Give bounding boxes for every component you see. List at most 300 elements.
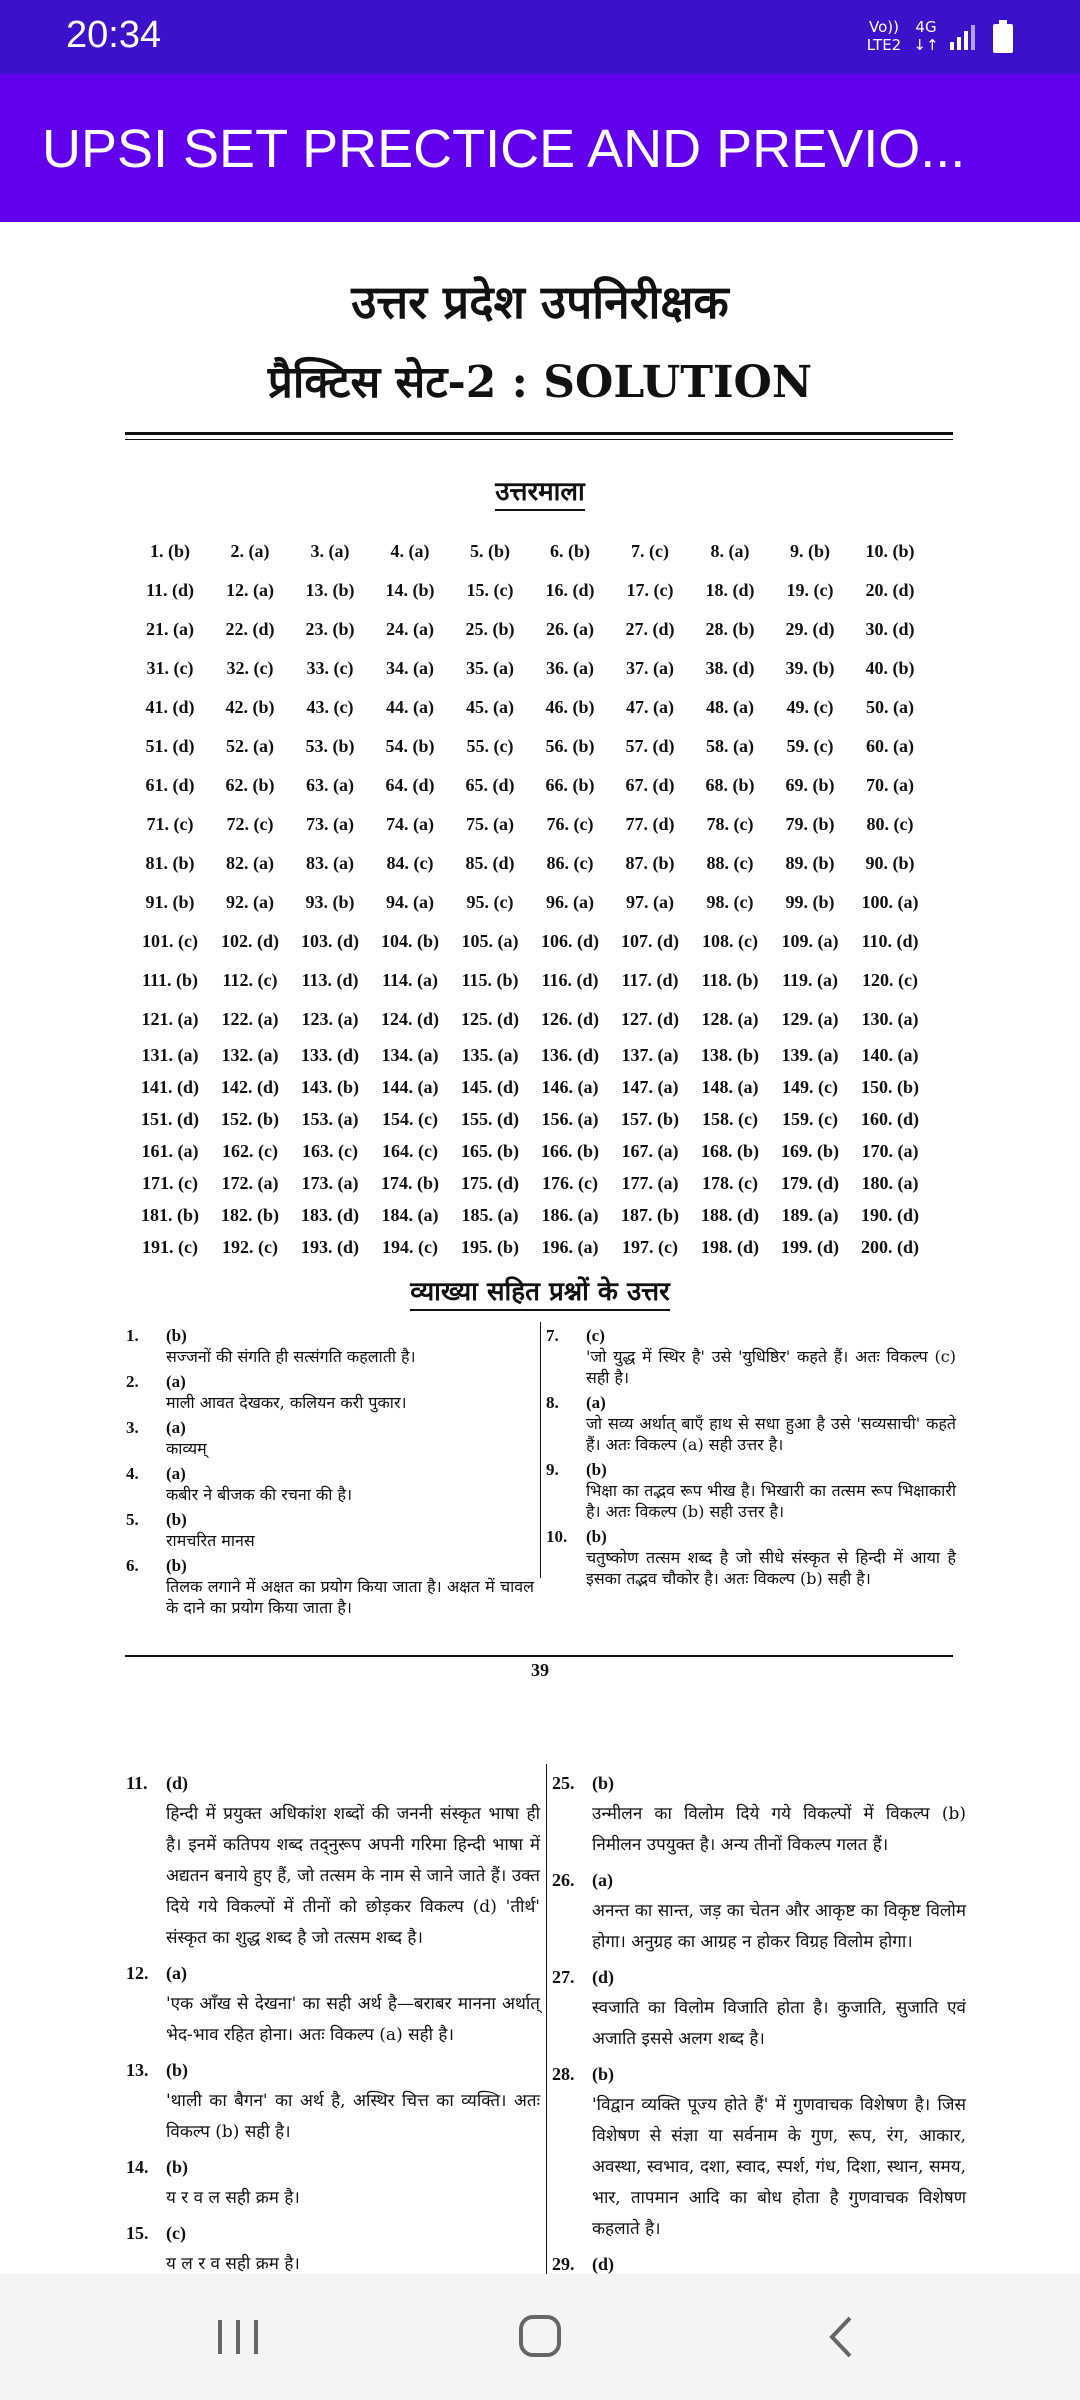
answer-cell: 191. (c) — [142, 1236, 198, 1257]
answer-cell: 20. (d) — [865, 580, 915, 600]
answer-cell: 73. (a) — [306, 814, 354, 834]
answer-cell: 53. (b) — [305, 736, 355, 756]
answer-cell: 179. (d) — [781, 1172, 839, 1193]
explanation-item — [126, 2152, 540, 2214]
answer-cell: 67. (d) — [625, 775, 675, 795]
answer-cell: 106. (d) — [541, 931, 599, 951]
answer-cell: 187. (b) — [621, 1204, 679, 1225]
answer-cell: 178. (c) — [702, 1172, 758, 1193]
answer-cell: 89. (b) — [785, 853, 835, 873]
explanation-text: 'एक आँख से देखना' का सही अर्थ है—बराबर मानना अर्थात् भेद-भाव रहित होना। अतः विकल्प (a) सही है। — [166, 1994, 540, 2045]
answer-cell: 33. (c) — [306, 658, 354, 678]
answer-cell: 94. (a) — [386, 892, 434, 912]
heading-divider — [125, 432, 953, 435]
answer-cell: 170. (a) — [861, 1140, 919, 1161]
question-answer: (c) — [166, 2223, 186, 2243]
question-answer: (b) — [166, 1556, 187, 1575]
answer-cell: 2. (a) — [230, 541, 270, 561]
answer-cell: 13. (b) — [305, 580, 355, 600]
explanation-text: हिन्दी में प्रयुक्त अधिकांश शब्दों की जननी संस्कृत भाषा ही है। इनमें कतिपय शब्द तद्नुरूप अपनी गरिमा हिन्दी भाषा में अद्यतन बनाये हुए हैं, जो तत्सम के नाम से जाने जाते हैं। उक्त दिये गये विकल्पों में तीनों को छोड़कर विकल्प (d) 'तीर्थ' संस्कृत का शुद्ध शब्द है जो तत्सम शब्द है। — [166, 1804, 540, 1948]
answer-cell: 198. (d) — [701, 1236, 759, 1257]
answer-cell: 75. (a) — [466, 814, 514, 834]
explanation-item — [546, 1459, 956, 1522]
answer-cell: 25. (b) — [465, 619, 515, 639]
answer-cell: 37. (a) — [626, 658, 674, 678]
explanation-item — [126, 1325, 534, 1367]
answer-cell: 118. (b) — [701, 970, 759, 990]
answer-cell: 79. (b) — [785, 814, 835, 834]
answer-cell: 15. (c) — [466, 580, 514, 600]
question-answer: (c) — [586, 1326, 605, 1345]
answer-cell: 136. (d) — [541, 1044, 599, 1065]
answer-cell: 39. (b) — [785, 658, 835, 678]
column-divider-2 — [546, 1764, 547, 2284]
back-icon[interactable] — [812, 2312, 872, 2362]
answer-cell: 153. (a) — [301, 1108, 359, 1129]
column-divider — [540, 1322, 541, 1578]
explanations-right-column-2 — [552, 1768, 966, 2284]
answer-cell: 77. (d) — [625, 814, 675, 834]
answer-cell: 91. (b) — [145, 892, 195, 912]
answer-cell: 156. (a) — [541, 1108, 599, 1129]
footer-divider — [125, 1655, 953, 1657]
explanation-text: 'विद्वान व्यक्ति पूज्य होते हैं' में गुणवाचक विशेषण है। जिस विशेषण से संज्ञा या सर्वनाम के गुण, रूप, रंग, आकार, अवस्था, स्वभाव, दशा, स्वाद, स्पर्श, गंध, दिशा, स्थान, समय, भार, तापमान आदि का बोध होता है गुणवाचक विशेषण कहलाते है। — [592, 2095, 966, 2239]
answer-cell: 88. (c) — [706, 853, 754, 873]
question-number: 8. — [546, 1393, 559, 1412]
explanations-left-column — [126, 1325, 534, 1622]
answer-cell: 18. (d) — [705, 580, 755, 600]
answer-cell: 22. (d) — [225, 619, 275, 639]
answer-cell: 176. (c) — [542, 1172, 598, 1193]
answer-cell: 96. (a) — [546, 892, 594, 912]
answer-cell: 64. (d) — [385, 775, 435, 795]
answer-cell: 21. (a) — [146, 619, 194, 639]
answer-cell: 49. (c) — [786, 697, 834, 717]
answer-cell: 189. (a) — [781, 1204, 839, 1225]
question-number: 11. — [126, 1773, 148, 1793]
explanation-item — [126, 1509, 534, 1551]
explanation-item — [126, 1417, 534, 1459]
explanation-text: माली आवत देखकर, कलियन करी पुकार। — [166, 1393, 407, 1412]
answer-cell: 101. (c) — [142, 931, 198, 951]
answer-cell: 145. (d) — [461, 1076, 519, 1097]
answer-cell: 159. (c) — [782, 1108, 838, 1129]
answer-cell: 56. (b) — [545, 736, 595, 756]
answer-cell: 132. (a) — [221, 1044, 279, 1065]
answer-row — [130, 805, 930, 844]
answer-row — [130, 1167, 930, 1199]
answer-cell: 128. (a) — [701, 1009, 759, 1029]
answer-row — [130, 961, 930, 1000]
answer-cell: 123. (a) — [301, 1009, 359, 1029]
answer-cell: 66. (b) — [545, 775, 595, 795]
answer-cell: 183. (d) — [301, 1204, 359, 1225]
question-answer: (b) — [592, 1773, 614, 1793]
document-page-40[interactable] — [0, 1722, 1080, 2274]
answer-cell: 186. (a) — [541, 1204, 599, 1225]
question-number: 7. — [546, 1326, 559, 1345]
answer-cell: 122. (a) — [221, 1009, 279, 1029]
answer-cell: 105. (a) — [461, 931, 519, 951]
explanation-item — [126, 1958, 540, 2051]
question-number: 29. — [552, 2254, 575, 2274]
answer-cell: 45. (a) — [466, 697, 514, 717]
answer-cell: 81. (b) — [145, 853, 195, 873]
question-number: 25. — [552, 1773, 575, 1793]
explanation-text: रामचरित मानस — [166, 1531, 255, 1550]
explanation-item — [546, 1392, 956, 1455]
answer-cell: 30. (d) — [865, 619, 915, 639]
answer-cell: 115. (b) — [461, 970, 519, 990]
question-answer: (a) — [592, 1870, 613, 1890]
answer-cell: 193. (d) — [301, 1236, 359, 1257]
question-number: 15. — [126, 2223, 149, 2243]
answer-cell: 150. (b) — [861, 1076, 919, 1097]
question-answer: (d) — [592, 1967, 614, 1987]
answer-cell: 171. (c) — [142, 1172, 198, 1193]
answer-row — [130, 688, 930, 727]
question-number: 10. — [546, 1527, 568, 1546]
answer-cell: 3. (a) — [310, 541, 350, 561]
explanation-text: सज्जनों की संगति ही सत्संगति कहलाती है। — [166, 1347, 416, 1366]
answer-cell: 169. (b) — [781, 1140, 839, 1161]
question-answer: (b) — [166, 1510, 187, 1529]
answer-row — [130, 727, 930, 766]
question-answer: (b) — [166, 2060, 188, 2080]
answer-cell: 97. (a) — [626, 892, 674, 912]
answer-cell: 90. (b) — [865, 853, 915, 873]
recents-icon[interactable] — [208, 2312, 268, 2362]
question-number: 1. — [126, 1326, 139, 1345]
answer-cell: 144. (a) — [381, 1076, 439, 1097]
answer-cell: 135. (a) — [461, 1044, 519, 1065]
answer-cell: 41. (d) — [145, 697, 195, 717]
explanation-text: तिलक लगाने में अक्षत का प्रयोग किया जाता है। अक्षत में चावल के दाने का प्रयोग किया जाता है। — [166, 1577, 534, 1617]
explanation-item — [546, 1526, 956, 1589]
answer-cell: 65. (d) — [465, 775, 515, 795]
answer-key-title-text: उत्तरमाला — [495, 477, 585, 511]
answer-cell: 119. (a) — [782, 970, 838, 990]
navigation-bar — [0, 2274, 1080, 2400]
answer-row — [130, 649, 930, 688]
app-bar — [0, 74, 1080, 222]
answer-cell: 71. (c) — [146, 814, 194, 834]
answer-cell: 19. (c) — [786, 580, 834, 600]
document-subheading: प्रैक्टिस सेट-2 : SOLUTION — [267, 357, 813, 408]
answer-cell: 139. (a) — [781, 1044, 839, 1065]
answer-cell: 200. (d) — [861, 1236, 919, 1257]
answer-cell: 148. (a) — [701, 1076, 759, 1097]
answer-cell: 98. (c) — [706, 892, 754, 912]
question-answer: (b) — [586, 1527, 607, 1546]
answer-cell: 102. (d) — [221, 931, 279, 951]
answer-cell: 57. (d) — [625, 736, 675, 756]
answer-cell: 137. (a) — [621, 1044, 679, 1065]
answer-cell: 87. (b) — [625, 853, 675, 873]
question-number: 3. — [126, 1418, 139, 1437]
answer-cell: 24. (a) — [386, 619, 434, 639]
question-answer: (d) — [592, 2254, 614, 2274]
answer-cell: 166. (b) — [541, 1140, 599, 1161]
answer-cell: 14. (b) — [385, 580, 435, 600]
answer-cell: 146. (a) — [541, 1076, 599, 1097]
answer-cell: 80. (c) — [866, 814, 914, 834]
answer-cell: 100. (a) — [861, 892, 919, 912]
answer-cell: 182. (b) — [221, 1204, 279, 1225]
home-icon[interactable] — [510, 2312, 570, 2362]
answer-cell: 111. (b) — [141, 970, 198, 990]
explanation-text: य र व ल सही क्रम है। — [166, 2188, 300, 2208]
answer-cell: 131. (a) — [141, 1044, 199, 1065]
answer-cell: 11. (d) — [145, 580, 194, 600]
answer-cell: 174. (b) — [381, 1172, 439, 1193]
answer-cell: 8. (a) — [710, 541, 750, 561]
answer-cell: 147. (a) — [621, 1076, 679, 1097]
question-answer: (a) — [586, 1393, 606, 1412]
question-answer: (b) — [586, 1460, 607, 1479]
answer-cell: 109. (a) — [781, 931, 839, 951]
status-bar — [0, 0, 1080, 74]
answer-cell: 192. (c) — [222, 1236, 278, 1257]
explanation-item — [552, 1962, 966, 2055]
question-number: 9. — [546, 1460, 559, 1479]
answer-cell: 61. (d) — [145, 775, 195, 795]
network-voice-label: Vo)) — [869, 18, 899, 36]
answer-cell: 54. (b) — [385, 736, 435, 756]
answer-cell: 133. (d) — [301, 1044, 359, 1065]
answer-cell: 142. (d) — [221, 1076, 279, 1097]
answer-row — [130, 1231, 930, 1263]
answer-row — [130, 1135, 930, 1167]
answer-cell: 68. (b) — [705, 775, 755, 795]
page-number: 39 — [531, 1660, 549, 1680]
answer-cell: 121. (a) — [141, 1009, 199, 1029]
answer-cell: 7. (c) — [631, 541, 669, 561]
answer-cell: 28. (b) — [705, 619, 755, 639]
document-page-39[interactable] — [0, 222, 1080, 1702]
answer-cell: 4. (a) — [390, 541, 430, 561]
answer-key-table — [130, 532, 930, 1263]
network-4g-indicator — [908, 18, 944, 54]
answer-cell: 124. (d) — [381, 1009, 439, 1029]
answer-cell: 120. (c) — [862, 970, 918, 990]
answer-cell: 154. (c) — [382, 1108, 438, 1129]
answer-cell: 55. (c) — [466, 736, 514, 756]
answer-cell: 78. (c) — [706, 814, 754, 834]
answer-cell: 196. (a) — [541, 1236, 599, 1257]
answer-cell: 114. (a) — [382, 970, 438, 990]
answer-cell: 84. (c) — [386, 853, 434, 873]
answer-row — [130, 1071, 930, 1103]
answer-cell: 130. (a) — [861, 1009, 919, 1029]
answer-cell: 23. (b) — [305, 619, 355, 639]
explanation-item — [126, 2055, 540, 2148]
question-number: 27. — [552, 1967, 575, 1987]
explanation-text: 'जो युद्ध में स्थिर है' उसे 'युधिष्ठिर' कहते हैं। अतः विकल्प (c) सही है। — [586, 1347, 956, 1387]
question-number: 4. — [126, 1464, 139, 1483]
explanation-item — [126, 2218, 540, 2280]
answer-cell: 149. (c) — [782, 1076, 838, 1097]
answer-cell: 92. (a) — [226, 892, 274, 912]
answer-cell: 143. (b) — [301, 1076, 359, 1097]
answer-cell: 93. (b) — [305, 892, 355, 912]
explanation-text: भिक्षा का तद्भव रूप भीख है। भिखारी का तत्सम रूप भिक्षाकारी है। अतः विकल्प (b) सही उत्तर है। — [586, 1481, 956, 1521]
explanation-text: उन्मीलन का विलोम दिये गये विकल्पों में विकल्प (b) निमीलन उपयुक्त है। अन्य तीनों विकल्प गलत हैं। — [592, 1804, 966, 1855]
network-4g-label: 4G — [915, 18, 937, 36]
answer-cell: 162. (c) — [222, 1140, 278, 1161]
question-answer: (a) — [166, 1464, 186, 1483]
answer-cell: 58. (a) — [706, 736, 754, 756]
answer-cell: 35. (a) — [466, 658, 514, 678]
question-number: 6. — [126, 1556, 139, 1575]
question-number: 26. — [552, 1870, 575, 1890]
answer-row — [130, 922, 930, 961]
answer-cell: 31. (c) — [146, 658, 194, 678]
explanation-item — [126, 1463, 534, 1505]
answer-cell: 126. (d) — [541, 1009, 599, 1029]
answer-cell: 40. (b) — [865, 658, 915, 678]
answer-cell: 138. (b) — [701, 1044, 759, 1065]
answer-cell: 51. (d) — [145, 736, 195, 756]
question-answer: (d) — [166, 1773, 188, 1793]
question-answer: (a) — [166, 1963, 187, 1983]
answer-cell: 70. (a) — [866, 775, 914, 795]
answer-cell: 43. (c) — [306, 697, 354, 717]
answer-cell: 10. (b) — [865, 541, 915, 561]
app-title: UPSI SET PRECTICE AND PREVIO... — [42, 119, 966, 179]
answer-cell: 168. (b) — [701, 1140, 759, 1161]
answer-cell: 76. (c) — [546, 814, 594, 834]
document-heading: उत्तर प्रदेश उपनिरीक्षक — [351, 275, 729, 329]
answer-cell: 85. (d) — [465, 853, 515, 873]
answer-cell: 184. (a) — [381, 1204, 439, 1225]
explanation-item — [126, 1371, 534, 1413]
status-time: 20:34 — [66, 14, 162, 56]
answer-cell: 113. (d) — [301, 970, 359, 990]
answer-cell: 125. (d) — [461, 1009, 519, 1029]
explanations-left-column-2 — [126, 1768, 540, 2319]
question-number: 14. — [126, 2157, 149, 2177]
answer-cell: 173. (a) — [301, 1172, 359, 1193]
question-number: 2. — [126, 1372, 139, 1391]
answer-cell: 34. (a) — [386, 658, 434, 678]
answer-cell: 151. (d) — [141, 1108, 199, 1129]
answer-cell: 167. (a) — [621, 1140, 679, 1161]
answer-row — [130, 532, 930, 571]
explanation-item — [552, 1865, 966, 1958]
explanation-text: कबीर ने बीजक की रचना की है। — [166, 1485, 353, 1504]
answer-cell: 164. (c) — [382, 1140, 438, 1161]
answer-cell: 1. (b) — [150, 541, 190, 561]
question-answer: (b) — [592, 2064, 614, 2084]
answer-cell: 110. (d) — [861, 931, 919, 951]
answer-row — [130, 1199, 930, 1231]
explanation-text: काव्यम् — [166, 1439, 207, 1458]
battery-icon — [992, 20, 1014, 54]
question-number: 5. — [126, 1510, 139, 1529]
explanation-text: य ल र व सही क्रम है। — [166, 2254, 300, 2274]
heading-divider-thin — [125, 439, 953, 440]
answer-cell: 195. (b) — [461, 1236, 519, 1257]
answer-row — [130, 1039, 930, 1071]
explanation-item — [126, 1768, 540, 1954]
answer-row — [130, 1000, 930, 1039]
answer-cell: 108. (c) — [702, 931, 758, 951]
question-answer: (b) — [166, 1326, 187, 1345]
answer-row — [130, 883, 930, 922]
answer-cell: 59. (c) — [786, 736, 834, 756]
answer-cell: 161. (a) — [141, 1140, 199, 1161]
answer-cell: 52. (a) — [226, 736, 274, 756]
answer-cell: 50. (a) — [866, 697, 914, 717]
answer-cell: 172. (a) — [221, 1172, 279, 1193]
answer-cell: 74. (a) — [386, 814, 434, 834]
explanations-right-column — [546, 1325, 956, 1593]
answer-key-title — [0, 472, 1080, 508]
explanation-text: जो सव्य अर्थात् बाएँ हाथ से सधा हुआ है उसे 'सव्यसाची' कहते हैं। अतः विकल्प (a) सही उत्तर है। — [586, 1414, 956, 1454]
answer-cell: 107. (d) — [621, 931, 679, 951]
answer-cell: 103. (d) — [301, 931, 359, 951]
question-answer: (a) — [166, 1372, 186, 1391]
answer-cell: 95. (c) — [466, 892, 514, 912]
answer-cell: 29. (d) — [785, 619, 835, 639]
explanation-text: चतुष्कोण तत्सम शब्द है जो सीधे संस्कृत से हिन्दी में आया है इसका तद्भव चौकोर है। अतः विकल्प (b) सही है। — [586, 1548, 956, 1588]
answer-cell: 175. (d) — [461, 1172, 519, 1193]
answer-cell: 163. (c) — [302, 1140, 358, 1161]
answer-cell: 9. (b) — [790, 541, 830, 561]
answer-cell: 160. (d) — [861, 1108, 919, 1129]
explanation-text: स्वजाति का विलोम विजाति होता है। कुजाति, सुजाति एवं अजाति इससे अलग शब्द है। — [592, 1998, 966, 2049]
answer-cell: 152. (b) — [221, 1108, 279, 1129]
answer-cell: 185. (a) — [461, 1204, 519, 1225]
answer-cell: 190. (d) — [861, 1204, 919, 1225]
answer-cell: 194. (c) — [382, 1236, 438, 1257]
answer-cell: 44. (a) — [386, 697, 434, 717]
explanation-text: अनन्त का सान्त, जड़ का चेतन और आकृष्ट का विकृष्ट विलोम होगा। अनुग्रह का आग्रह न होकर विग्रह विलोम होगा। — [592, 1901, 966, 1952]
answer-cell: 69. (b) — [785, 775, 835, 795]
answer-cell: 127. (d) — [621, 1009, 679, 1029]
answer-cell: 99. (b) — [785, 892, 835, 912]
answer-row — [130, 1103, 930, 1135]
answer-cell: 6. (b) — [550, 541, 590, 561]
answer-cell: 117. (d) — [621, 970, 679, 990]
answer-cell: 134. (a) — [381, 1044, 439, 1065]
explanation-item — [552, 2059, 966, 2245]
answer-cell: 116. (d) — [541, 970, 599, 990]
explanation-item — [546, 1325, 956, 1388]
answer-cell: 32. (c) — [226, 658, 274, 678]
answer-cell: 83. (a) — [306, 853, 354, 873]
answer-cell: 129. (a) — [781, 1009, 839, 1029]
answer-cell: 5. (b) — [470, 541, 510, 561]
answer-cell: 38. (d) — [705, 658, 755, 678]
question-number: 13. — [126, 2060, 149, 2080]
explanation-item — [552, 1768, 966, 1861]
answer-cell: 140. (a) — [861, 1044, 919, 1065]
answer-row — [130, 766, 930, 805]
answer-cell: 181. (b) — [141, 1204, 199, 1225]
answer-cell: 72. (c) — [226, 814, 274, 834]
explanation-text: 'थाली का बैगन' का अर्थ है, अस्थिर चित्त का व्यक्ति। अतः विकल्प (b) सही है। — [166, 2091, 540, 2142]
question-number: 12. — [126, 1963, 149, 1983]
explanation-item — [126, 1555, 534, 1618]
answer-cell: 17. (c) — [626, 580, 674, 600]
answer-cell: 36. (a) — [546, 658, 594, 678]
answer-cell: 60. (a) — [866, 736, 914, 756]
answer-cell: 26. (a) — [546, 619, 594, 639]
answer-cell: 157. (b) — [621, 1108, 679, 1129]
answer-cell: 165. (b) — [461, 1140, 519, 1161]
